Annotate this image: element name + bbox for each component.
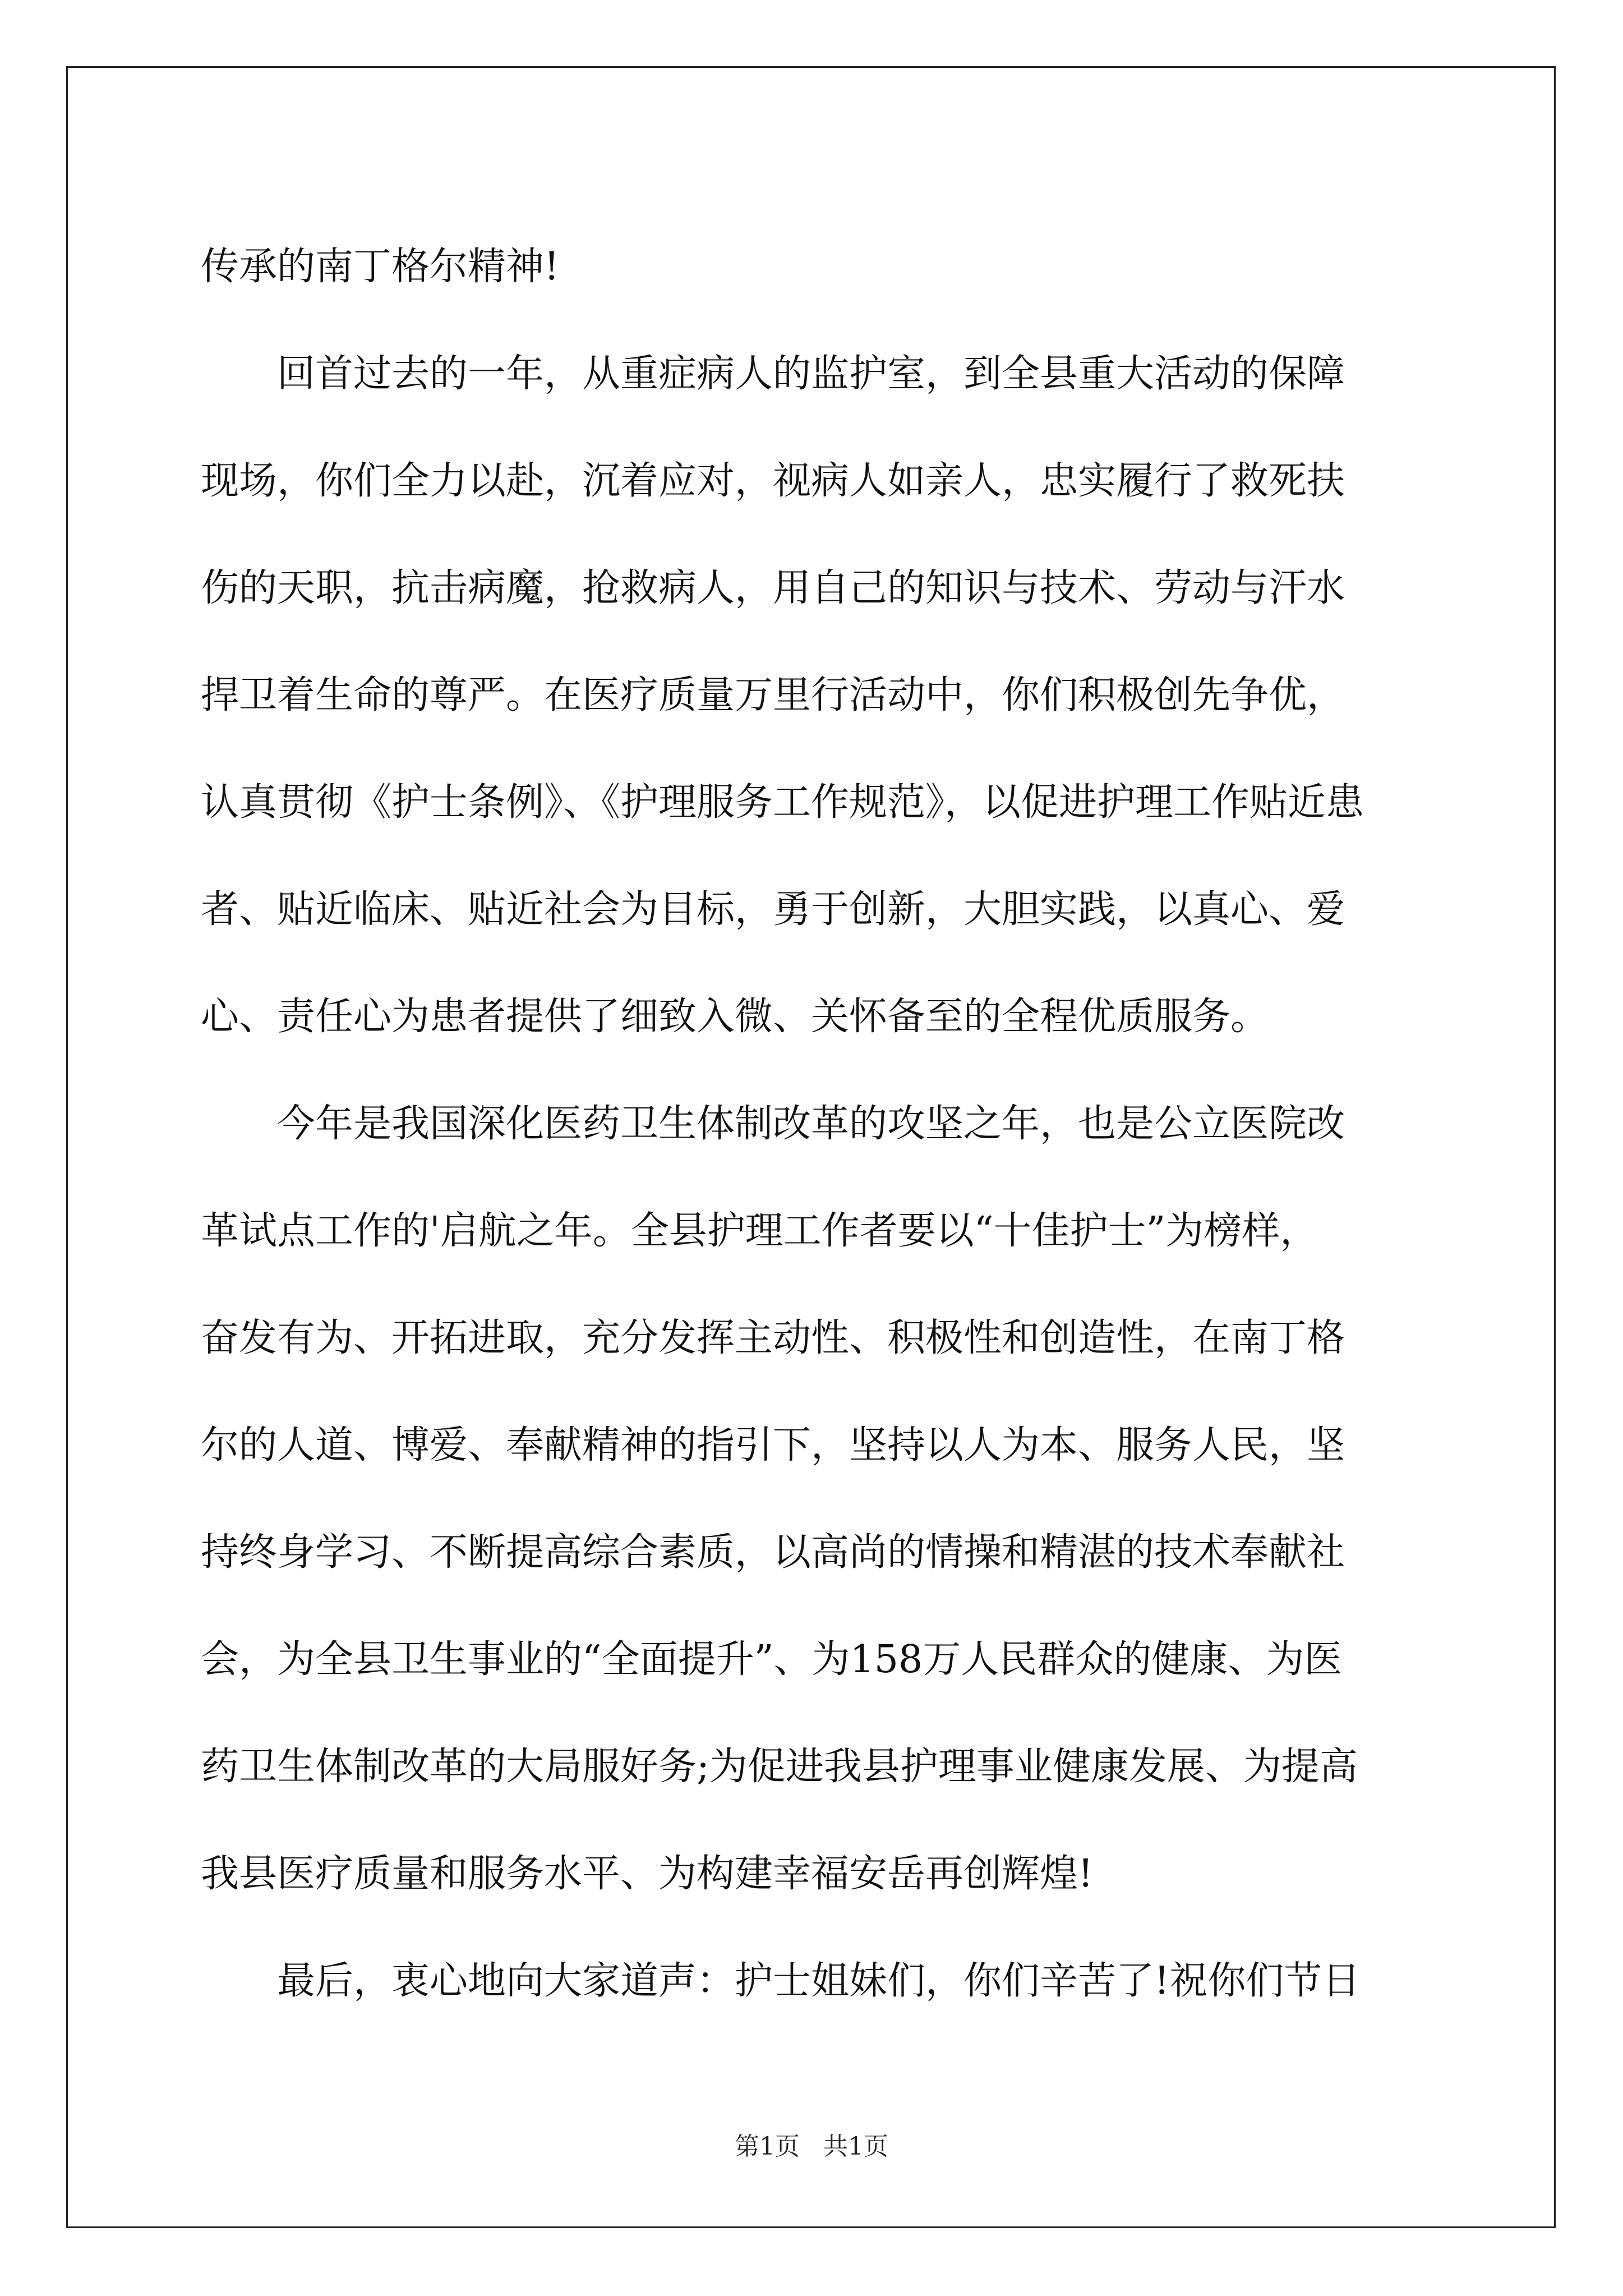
text-line: 认真贯彻《护士条例》、《护理服务工作规范》，以促进护理工作贴近患	[201, 780, 1364, 825]
text-line: 者、贴近临床、贴近社会为目标，勇于创新，大胆实践，以真心、爱	[201, 887, 1345, 932]
text-line: 心、责任心为患者提供了细致入微、关怀备至的全程优质服务。	[201, 995, 1269, 1039]
text-line: 持终身学习、不断提高综合素质，以高尚的情操和精湛的技术奉献社	[201, 1530, 1345, 1575]
text-line: 今年是我国深化医药卫生体制改革的攻坚之年，也是公立医院改	[201, 1102, 1345, 1146]
document-body	[201, 213, 1457, 2035]
text-line: 尔的人道、博爱、奉献精神的指引下，坚持以人为本、服务人民，坚	[201, 1423, 1345, 1467]
text-line: 药卫生体制改革的大局服好务;为促进我县护理事业健康发展、为提高	[201, 1745, 1358, 1789]
text-line: 捍卫着生命的尊严。在医疗质量万里行活动中，你们积极创先争优，	[201, 673, 1345, 717]
text-line: 革试点工作的'启航之年。全县护理工作者要以“十佳护士”为榜样，	[201, 1209, 1318, 1253]
text-line: 我县医疗质量和服务水平、为构建幸福安岳再创辉煌!	[201, 1852, 1094, 1896]
page-total: 共1页	[823, 2132, 888, 2161]
text-line: 会，为全县卫生事业的“全面提升”、为158万人民群众的健康、为医	[201, 1637, 1343, 1682]
text-line: 奋发有为、开拓进取，充分发挥主动性、积极性和创造性，在南丁格	[201, 1316, 1345, 1360]
text-line: 最后，衷心地向大家道声：护士姐妹们，你们辛苦了!祝你们节日	[201, 1959, 1361, 2003]
text-line: 回首过去的一年，从重症病人的监护室，到全县重大活动的保障	[201, 352, 1345, 396]
page-footer	[0, 2126, 1623, 2162]
text-line: 现场，你们全力以赴，沉着应对，视病人如亲人，忠实履行了救死扶	[201, 459, 1345, 503]
page-number: 第1页	[735, 2132, 800, 2161]
text-line: 传承的南丁格尔精神!	[201, 245, 560, 289]
text-line: 伤的天职，抗击病魔，抢救病人，用自己的知识与技术、劳动与汗水	[201, 566, 1345, 610]
